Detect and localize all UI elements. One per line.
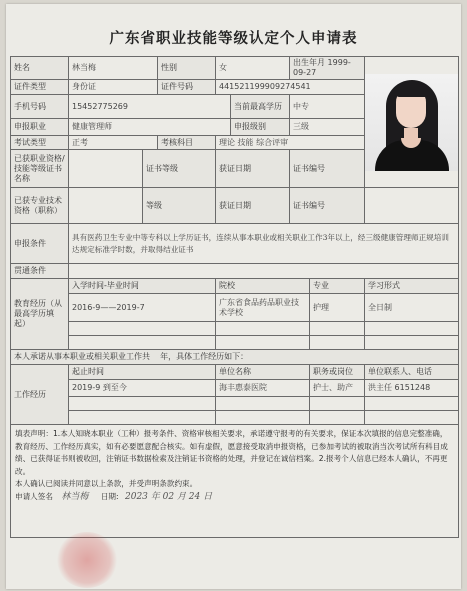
- id-type-value: 身份证: [69, 80, 158, 95]
- work-header-contact: 单位联系人、电话: [365, 365, 459, 380]
- gender-value: 女: [216, 57, 290, 80]
- edu-header-major: 专业: [310, 279, 365, 294]
- signature-value: 林当梅: [61, 491, 89, 502]
- occupation-label: 申报职业: [11, 119, 69, 136]
- work-history-label: 工作经历: [11, 365, 69, 425]
- signature-line: [15, 491, 454, 504]
- work-post: 护士、助产: [310, 380, 365, 397]
- phone-label: 手机号码: [11, 95, 69, 119]
- name-value: 林当梅: [69, 57, 158, 80]
- tech-cert-value: [69, 188, 143, 224]
- work-contact: 洪主任 6151248: [365, 380, 459, 397]
- id-number-value: 441521199909274541: [216, 80, 365, 95]
- education-row-empty: [11, 336, 459, 350]
- subject-value: 理论 技能 综合评审: [216, 136, 365, 150]
- tech-cert-label: 已获专业技术资格（职称）: [11, 188, 69, 224]
- commit-suffix: 年，具体工作经历如下：: [160, 352, 249, 361]
- education-row: [11, 294, 459, 322]
- level-value: 三级: [290, 119, 365, 136]
- tech-level-label: 等级: [143, 188, 216, 224]
- edu-header-time: 入学时间-毕业时间: [69, 279, 216, 294]
- birth-value: 1999-09-27: [293, 58, 351, 77]
- obtained-cert-label: 已获职业资格/技能等级证书名称: [11, 150, 69, 188]
- photo-portrait: [365, 74, 458, 171]
- edu-major: 护理: [310, 294, 365, 322]
- conditions-label: 申报条件: [11, 224, 69, 264]
- cert-issue-date-label: 获证日期: [216, 150, 290, 188]
- work-header-unit: 单位名称: [216, 365, 310, 380]
- work-row: [11, 380, 459, 397]
- date-label: 日期:: [100, 491, 119, 501]
- cert-level-label: 证书等级: [143, 150, 216, 188]
- work-header-time: 起止时间: [69, 365, 216, 380]
- tech-issue-date-label: 获证日期: [216, 188, 290, 224]
- confirmation-text: 本人确认已阅读并同意以上条款，并受声明条款约束。: [15, 479, 198, 488]
- phone-value: 15452775269: [69, 95, 231, 119]
- subject-label: 考核科目: [158, 136, 216, 150]
- id-number-label: 证件号码: [158, 80, 216, 95]
- id-type-label: 证件类型: [11, 80, 69, 95]
- through-label: 贯通条件: [11, 264, 69, 279]
- name-label: 姓名: [11, 57, 69, 80]
- conditions-value: 具有医药卫生专业中等专科以上学历证书，连续从事本职业或相关职业工作3年以上，经三级健康管理师正规培训达规定标准学时数，并取得结业证书: [69, 224, 459, 264]
- occupation-value: 健康管理师: [69, 119, 231, 136]
- edu-form: 全日制: [365, 294, 459, 322]
- edu-school: 广东省食品药品职业技术学校: [216, 294, 310, 322]
- applicant-photo: [365, 57, 459, 188]
- level-label: 申报级别: [231, 119, 290, 136]
- education-label: 当前最高学历: [231, 95, 290, 119]
- commit-prefix: 本人承诺从事本职业或相关职业工作共: [14, 352, 150, 361]
- education-value: 中专: [290, 95, 365, 119]
- birth-label-text: 出生年月: [293, 58, 325, 67]
- through-value: [69, 264, 459, 279]
- signature-label: 申请人签名: [15, 491, 53, 501]
- work-time: 2019-9 到至今: [69, 380, 216, 397]
- work-row-empty: [11, 411, 459, 425]
- exam-type-label: 考试类型: [11, 136, 69, 150]
- birth-label: [290, 57, 365, 80]
- declaration-cell: [11, 425, 459, 538]
- education-history-label: 教育经历（从最高学历填起）: [11, 279, 69, 350]
- cert-number-label: 证书编号: [290, 150, 365, 188]
- edu-time: 2016-9——2019-7: [69, 294, 216, 322]
- commitment-line: [11, 350, 459, 365]
- application-form-paper: [6, 4, 461, 589]
- work-row-empty: [11, 397, 459, 411]
- obtained-cert-value: [69, 150, 143, 188]
- application-form-table: [10, 56, 459, 538]
- declaration-text: 填表声明：1.本人知晓本职业（工种）报考条件、资格审核相关要求，承诺遵守报考的有关要求，保证本次填报的信息完整准确，教育经历、工作经历真实，如有必要愿意配合核实。如有虚假，愿意接受取消申报资格，已参加考试的被取消当次考试所有科目成绩、已获得证书则被收回，注销证书数据检索及注销证书资格的处理，并登记在诚信档案。2.报考个人信息已经本人确认，不再更改。: [15, 429, 448, 476]
- work-header-post: 职务或岗位: [310, 365, 365, 380]
- form-title: 广东省职业技能等级认定个人申请表: [109, 31, 358, 47]
- gender-label: 性别: [158, 57, 216, 80]
- edu-header-school: 院校: [216, 279, 310, 294]
- work-unit: 海丰惠泰医院: [216, 380, 310, 397]
- tech-number-label: 证书编号: [290, 188, 365, 224]
- education-row-empty: [11, 322, 459, 336]
- exam-type-value: 正考: [69, 136, 158, 150]
- tech-number-value: [365, 188, 459, 224]
- fingerprint-stamp: [56, 532, 118, 588]
- date-value: 2023 年 02 月 24 日: [125, 491, 213, 502]
- edu-header-form: 学习形式: [365, 279, 459, 294]
